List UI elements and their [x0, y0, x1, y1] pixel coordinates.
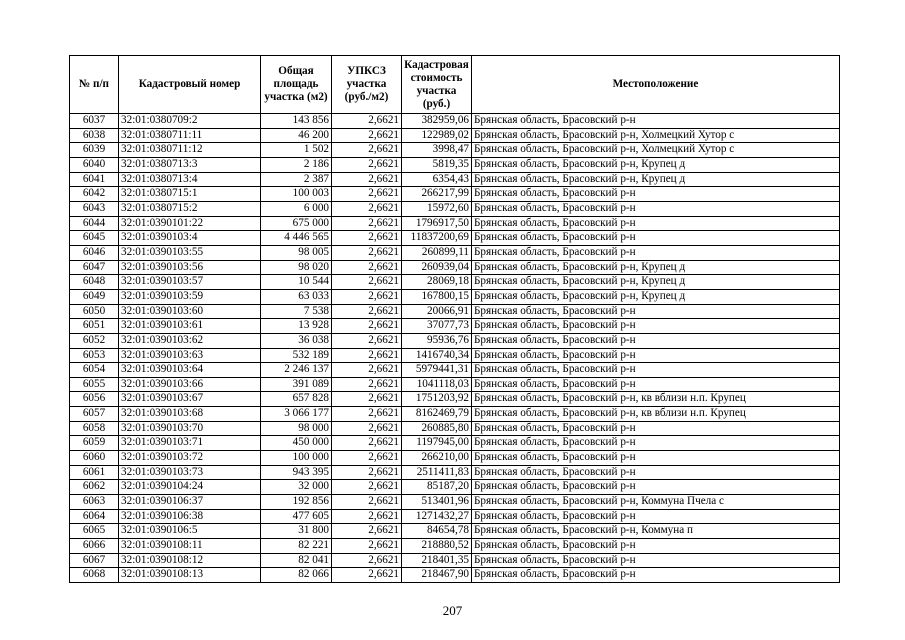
- cell-cadastral-number: 32:01:0390106:37: [119, 495, 261, 510]
- table-row: [70, 465, 840, 480]
- cell-upk: 2,6621: [332, 245, 402, 260]
- cell-cadastral-cost: 260899,11: [402, 245, 472, 260]
- cell-location: Брянская область, Брасовский р-н, Коммуна п: [472, 524, 840, 539]
- cell-cadastral-number: 32:01:0390103:59: [119, 289, 261, 304]
- cell-num: 6038: [70, 128, 119, 143]
- cell-cadastral-number: 32:01:0390106:38: [119, 509, 261, 524]
- cell-location: Брянская область, Брасовский р-н, Крупец д: [472, 172, 840, 187]
- cell-cadastral-cost: 2511411,83: [402, 465, 472, 480]
- cell-location: Брянская область, Брасовский р-н, Крупец д: [472, 157, 840, 172]
- header-location: Местоположение: [472, 56, 840, 114]
- cell-location: Брянская область, Брасовский р-н: [472, 114, 840, 129]
- cell-upk: 2,6621: [332, 201, 402, 216]
- cell-upk: 2,6621: [332, 128, 402, 143]
- cell-upk: 2,6621: [332, 333, 402, 348]
- cell-upk: 2,6621: [332, 304, 402, 319]
- cell-location: Брянская область, Брасовский р-н: [472, 245, 840, 260]
- header-area: Общая площадь участка (м2): [261, 56, 332, 114]
- cell-location: Брянская область, Брасовский р-н, Крупец д: [472, 275, 840, 290]
- cell-num: 6043: [70, 201, 119, 216]
- cell-num: 6065: [70, 524, 119, 539]
- header-cadastral-number: Кадастровый номер: [119, 56, 261, 114]
- cell-cadastral-number: 32:01:0390108:13: [119, 568, 261, 583]
- cell-cadastral-cost: 5979441,31: [402, 363, 472, 378]
- cell-cadastral-cost: 513401,96: [402, 495, 472, 510]
- table-row: [70, 480, 840, 495]
- header-num: № п/п: [70, 56, 119, 114]
- cell-num: 6044: [70, 216, 119, 231]
- table-row: [70, 333, 840, 348]
- cell-num: 6058: [70, 421, 119, 436]
- cell-area: 2 186: [261, 157, 332, 172]
- cell-upk: 2,6621: [332, 114, 402, 129]
- cell-location: Брянская область, Брасовский р-н: [472, 319, 840, 334]
- table-row: [70, 539, 840, 554]
- cell-num: 6051: [70, 319, 119, 334]
- cell-cadastral-number: 32:01:0390103:64: [119, 363, 261, 378]
- cell-cadastral-number: 32:01:0390103:57: [119, 275, 261, 290]
- cell-num: 6048: [70, 275, 119, 290]
- cell-cadastral-number: 32:01:0380711:11: [119, 128, 261, 143]
- cell-num: 6052: [70, 333, 119, 348]
- cell-cadastral-number: 32:01:0390103:60: [119, 304, 261, 319]
- cell-upk: 2,6621: [332, 377, 402, 392]
- cell-cadastral-cost: 218467,90: [402, 568, 472, 583]
- cell-cadastral-cost: 266210,00: [402, 451, 472, 466]
- cell-upk: 2,6621: [332, 568, 402, 583]
- table-row: [70, 201, 840, 216]
- cell-cadastral-cost: 260939,04: [402, 260, 472, 275]
- cell-cadastral-cost: 218880,52: [402, 539, 472, 554]
- cell-cadastral-cost: 260885,80: [402, 421, 472, 436]
- cell-num: 6037: [70, 114, 119, 129]
- cell-upk: 2,6621: [332, 260, 402, 275]
- cell-location: Брянская область, Брасовский р-н: [472, 436, 840, 451]
- cell-num: 6057: [70, 407, 119, 422]
- cell-upk: 2,6621: [332, 231, 402, 246]
- cell-cadastral-number: 32:01:0390103:67: [119, 392, 261, 407]
- cell-area: 675 000: [261, 216, 332, 231]
- cell-cadastral-number: 32:01:0390104:24: [119, 480, 261, 495]
- cell-area: 6 000: [261, 201, 332, 216]
- table-row: [70, 553, 840, 568]
- cell-num: 6046: [70, 245, 119, 260]
- cell-num: 6054: [70, 363, 119, 378]
- cell-location: Брянская область, Брасовский р-н: [472, 333, 840, 348]
- table-header: [70, 56, 840, 114]
- cell-upk: 2,6621: [332, 172, 402, 187]
- cell-area: 943 395: [261, 465, 332, 480]
- table-row: [70, 245, 840, 260]
- cell-num: 6067: [70, 553, 119, 568]
- cell-cadastral-cost: 8162469,79: [402, 407, 472, 422]
- table-row: [70, 143, 840, 158]
- cell-upk: 2,6621: [332, 348, 402, 363]
- header-upk: УПКСЗ участка (руб./м2): [332, 56, 402, 114]
- cell-num: 6045: [70, 231, 119, 246]
- cell-cadastral-number: 32:01:0390103:70: [119, 421, 261, 436]
- table-body: [70, 114, 840, 583]
- cell-area: 46 200: [261, 128, 332, 143]
- cell-upk: 2,6621: [332, 451, 402, 466]
- cell-location: Брянская область, Брасовский р-н, Холмецкий Хутор с: [472, 143, 840, 158]
- cell-num: 6068: [70, 568, 119, 583]
- cell-num: 6041: [70, 172, 119, 187]
- cell-upk: 2,6621: [332, 509, 402, 524]
- cell-cadastral-number: 32:01:0380713:3: [119, 157, 261, 172]
- cell-cadastral-number: 32:01:0390103:73: [119, 465, 261, 480]
- cell-upk: 2,6621: [332, 495, 402, 510]
- cell-cadastral-number: 32:01:0390106:5: [119, 524, 261, 539]
- cell-cadastral-cost: 382959,06: [402, 114, 472, 129]
- cell-cadastral-cost: 37077,73: [402, 319, 472, 334]
- cell-upk: 2,6621: [332, 187, 402, 202]
- cell-location: Брянская область, Брасовский р-н, Крупец д: [472, 260, 840, 275]
- cell-num: 6047: [70, 260, 119, 275]
- cell-upk: 2,6621: [332, 407, 402, 422]
- cell-area: 2 387: [261, 172, 332, 187]
- cell-upk: 2,6621: [332, 319, 402, 334]
- cell-area: 10 544: [261, 275, 332, 290]
- cell-area: 7 538: [261, 304, 332, 319]
- page-number: 207: [442, 603, 463, 618]
- cell-location: Брянская область, Брасовский р-н: [472, 509, 840, 524]
- cell-area: 2 246 137: [261, 363, 332, 378]
- cell-cadastral-number: 32:01:0380715:2: [119, 201, 261, 216]
- cell-area: 98 000: [261, 421, 332, 436]
- cell-upk: 2,6621: [332, 524, 402, 539]
- cell-cadastral-number: 32:01:0390103:71: [119, 436, 261, 451]
- cell-num: 6059: [70, 436, 119, 451]
- cell-area: 98 020: [261, 260, 332, 275]
- cell-cadastral-cost: 167800,15: [402, 289, 472, 304]
- cell-num: 6061: [70, 465, 119, 480]
- cell-num: 6042: [70, 187, 119, 202]
- cell-area: 192 856: [261, 495, 332, 510]
- cell-area: 657 828: [261, 392, 332, 407]
- table-row: [70, 451, 840, 466]
- cell-upk: 2,6621: [332, 275, 402, 290]
- cell-location: Брянская область, Брасовский р-н, кв вблизи н.п. Крупец: [472, 392, 840, 407]
- table-row: [70, 231, 840, 246]
- cell-location: Брянская область, Брасовский р-н, Крупец д: [472, 289, 840, 304]
- cell-area: 63 033: [261, 289, 332, 304]
- cell-cadastral-number: 32:01:0390103:66: [119, 377, 261, 392]
- cell-location: Брянская область, Брасовский р-н: [472, 568, 840, 583]
- cell-cadastral-cost: 84654,78: [402, 524, 472, 539]
- table-row: [70, 363, 840, 378]
- cell-cadastral-number: 32:01:0390103:55: [119, 245, 261, 260]
- table-row: [70, 568, 840, 583]
- cell-location: Брянская область, Брасовский р-н: [472, 363, 840, 378]
- table-row: [70, 407, 840, 422]
- table-row: [70, 172, 840, 187]
- cell-upk: 2,6621: [332, 553, 402, 568]
- cell-upk: 2,6621: [332, 157, 402, 172]
- cell-cadastral-number: 32:01:0380713:4: [119, 172, 261, 187]
- cell-cadastral-cost: 6354,43: [402, 172, 472, 187]
- cell-area: 13 928: [261, 319, 332, 334]
- cell-cadastral-cost: 1416740,34: [402, 348, 472, 363]
- cell-upk: 2,6621: [332, 289, 402, 304]
- cell-location: Брянская область, Брасовский р-н, Коммуна Пчела с: [472, 495, 840, 510]
- table-row: [70, 260, 840, 275]
- table-row: [70, 421, 840, 436]
- cell-cadastral-number: 32:01:0390103:62: [119, 333, 261, 348]
- cell-area: 31 800: [261, 524, 332, 539]
- cell-location: Брянская область, Брасовский р-н: [472, 451, 840, 466]
- cell-area: 98 005: [261, 245, 332, 260]
- cell-area: 391 089: [261, 377, 332, 392]
- table-row: [70, 128, 840, 143]
- cell-upk: 2,6621: [332, 465, 402, 480]
- cell-cadastral-number: 32:01:0390103:56: [119, 260, 261, 275]
- cell-location: Брянская область, Брасовский р-н: [472, 539, 840, 554]
- cell-cadastral-cost: 1271432,27: [402, 509, 472, 524]
- cell-cadastral-number: 32:01:0390103:68: [119, 407, 261, 422]
- cell-cadastral-cost: 1751203,92: [402, 392, 472, 407]
- cell-cadastral-cost: 1041118,03: [402, 377, 472, 392]
- cell-num: 6066: [70, 539, 119, 554]
- cell-location: Брянская область, Брасовский р-н: [472, 421, 840, 436]
- table-row: [70, 114, 840, 129]
- cell-upk: 2,6621: [332, 421, 402, 436]
- cell-location: Брянская область, Брасовский р-н: [472, 201, 840, 216]
- cell-location: Брянская область, Брасовский р-н: [472, 465, 840, 480]
- cell-cadastral-cost: 5819,35: [402, 157, 472, 172]
- cell-cadastral-cost: 122989,02: [402, 128, 472, 143]
- cell-cadastral-cost: 95936,76: [402, 333, 472, 348]
- cell-location: Брянская область, Брасовский р-н: [472, 553, 840, 568]
- cell-num: 6039: [70, 143, 119, 158]
- table-row: [70, 319, 840, 334]
- cell-cadastral-number: 32:01:0380709:2: [119, 114, 261, 129]
- cell-cadastral-cost: 266217,99: [402, 187, 472, 202]
- table-row: [70, 187, 840, 202]
- cell-area: 4 446 565: [261, 231, 332, 246]
- cell-location: Брянская область, Брасовский р-н, кв вблизи н.п. Крупец: [472, 407, 840, 422]
- cell-area: 32 000: [261, 480, 332, 495]
- cell-upk: 2,6621: [332, 436, 402, 451]
- cell-cadastral-cost: 85187,20: [402, 480, 472, 495]
- table-row: [70, 509, 840, 524]
- cell-cadastral-number: 32:01:0390103:63: [119, 348, 261, 363]
- header-cadastral-cost: Кадастровая стоимость участка (руб.): [402, 56, 472, 114]
- cell-area: 143 856: [261, 114, 332, 129]
- cell-upk: 2,6621: [332, 480, 402, 495]
- table-row: [70, 495, 840, 510]
- cell-location: Брянская область, Брасовский р-н: [472, 187, 840, 202]
- cell-upk: 2,6621: [332, 363, 402, 378]
- cell-num: 6063: [70, 495, 119, 510]
- cell-cadastral-cost: 15972,60: [402, 201, 472, 216]
- cell-cadastral-cost: 218401,35: [402, 553, 472, 568]
- cell-location: Брянская область, Брасовский р-н: [472, 304, 840, 319]
- cell-location: Брянская область, Брасовский р-н: [472, 480, 840, 495]
- cell-num: 6060: [70, 451, 119, 466]
- table-row: [70, 392, 840, 407]
- cell-upk: 2,6621: [332, 216, 402, 231]
- cell-cadastral-number: 32:01:0380711:12: [119, 143, 261, 158]
- cell-area: 82 041: [261, 553, 332, 568]
- cell-location: Брянская область, Брасовский р-н, Холмецкий Хутор с: [472, 128, 840, 143]
- cell-upk: 2,6621: [332, 143, 402, 158]
- cell-area: 532 189: [261, 348, 332, 363]
- cell-upk: 2,6621: [332, 392, 402, 407]
- cell-cadastral-number: 32:01:0390101:22: [119, 216, 261, 231]
- cell-cadastral-cost: 1796917,50: [402, 216, 472, 231]
- cell-area: 477 605: [261, 509, 332, 524]
- table-row: [70, 216, 840, 231]
- table-row: [70, 377, 840, 392]
- cell-area: 100 000: [261, 451, 332, 466]
- table-row: [70, 157, 840, 172]
- cell-num: 6062: [70, 480, 119, 495]
- cell-cadastral-cost: 20066,91: [402, 304, 472, 319]
- cell-num: 6056: [70, 392, 119, 407]
- cell-cadastral-cost: 28069,18: [402, 275, 472, 290]
- cell-location: Брянская область, Брасовский р-н: [472, 348, 840, 363]
- cell-cadastral-number: 32:01:0390103:4: [119, 231, 261, 246]
- cell-num: 6053: [70, 348, 119, 363]
- cell-cadastral-number: 32:01:0380715:1: [119, 187, 261, 202]
- cell-num: 6049: [70, 289, 119, 304]
- cell-area: 82 221: [261, 539, 332, 554]
- cell-area: 36 038: [261, 333, 332, 348]
- cell-cadastral-cost: 3998,47: [402, 143, 472, 158]
- cell-location: Брянская область, Брасовский р-н: [472, 216, 840, 231]
- cell-num: 6055: [70, 377, 119, 392]
- cell-area: 450 000: [261, 436, 332, 451]
- cell-num: 6040: [70, 157, 119, 172]
- cell-cadastral-cost: 1197945,00: [402, 436, 472, 451]
- cell-location: Брянская область, Брасовский р-н: [472, 231, 840, 246]
- cell-area: 100 003: [261, 187, 332, 202]
- table-row: [70, 524, 840, 539]
- table-row: [70, 304, 840, 319]
- cadastral-registry-table: [69, 55, 840, 583]
- cell-area: 82 066: [261, 568, 332, 583]
- cell-num: 6064: [70, 509, 119, 524]
- table-row: [70, 436, 840, 451]
- cell-cadastral-cost: 11837200,69: [402, 231, 472, 246]
- cell-cadastral-number: 32:01:0390103:61: [119, 319, 261, 334]
- cell-location: Брянская область, Брасовский р-н: [472, 377, 840, 392]
- table-row: [70, 289, 840, 304]
- table-row: [70, 275, 840, 290]
- cell-cadastral-number: 32:01:0390108:12: [119, 553, 261, 568]
- cell-cadastral-number: 32:01:0390103:72: [119, 451, 261, 466]
- header-row: [70, 56, 840, 114]
- cell-num: 6050: [70, 304, 119, 319]
- cell-cadastral-number: 32:01:0390108:11: [119, 539, 261, 554]
- cell-upk: 2,6621: [332, 539, 402, 554]
- cell-area: 3 066 177: [261, 407, 332, 422]
- table-row: [70, 348, 840, 363]
- cell-area: 1 502: [261, 143, 332, 158]
